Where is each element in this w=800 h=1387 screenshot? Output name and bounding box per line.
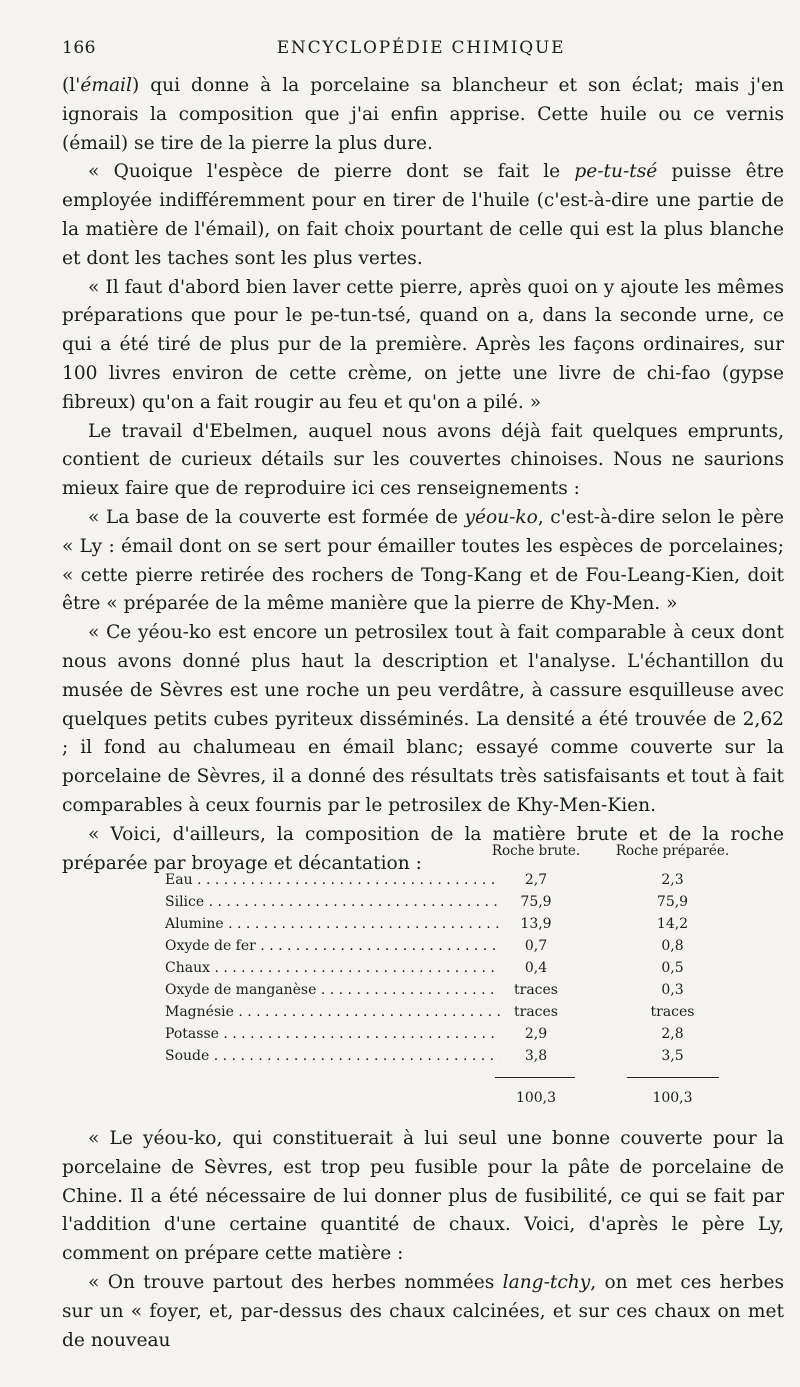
table-row: [165, 979, 735, 1001]
table-row: [165, 1001, 735, 1023]
paragraph-ebelmen: Le travail d'Ebelmen, auquel nous avons déjà fait quelques emprunts, contient de curieux détails sur les couvertes chinoises. Nous ne saurions mieux faire que de reproduire ici ces renseignements :: [62, 420, 784, 500]
paragraph-email: (l'émail) qui donne à la porcelaine sa blancheur et son éclat; mais j'en ignorais la composition que j'ai enfin apprise. Cette huile ou ce vernis (émail) se tire de la pierre la plus dure.: [62, 75, 784, 154]
running-title: ENCYCLOPÉDIE CHIMIQUE: [276, 38, 566, 58]
row-label: Oxyde de fer . . .: [165, 935, 500, 957]
table-row: [165, 1045, 735, 1067]
row-label: Eau . . .: [165, 869, 500, 891]
row-value-preparee: 0,5: [661, 960, 684, 976]
row-label: Magnésie . . .: [165, 1001, 500, 1023]
page-header: [62, 38, 780, 62]
row-value-brute: 2,9: [524, 1026, 548, 1042]
row-label: Silice . . .: [165, 891, 500, 913]
header-roche-brute: Roche brute.: [491, 843, 581, 859]
row-value-brute: 3,8: [524, 1048, 548, 1064]
row-value-preparee: 0,8: [661, 938, 684, 954]
composition-table: [165, 843, 735, 1109]
page-number: 166: [62, 38, 96, 58]
row-value-preparee: 2,3: [661, 872, 684, 888]
sum-rule-brute: [495, 1077, 575, 1078]
table-row: [165, 913, 735, 935]
paragraph-laver-pierre: « Il faut d'abord bien laver cette pierre, après quoi on y ajoute les mêmes préparations que pour le pe-tun-tsé, quand on a, dans la seconde urne, ce qui a été tiré de plus pur de la première. Après les façons ordinaires, sur 100 livres environ de cette crème, on jette une livre de chi-fao (gypse fibreux) qu'on a fait rougir au feu et qu'on a pilé. »: [62, 276, 784, 413]
row-label: Chaux . . .: [165, 957, 500, 979]
row-value-preparee: 2,8: [661, 1026, 684, 1042]
row-label: Oxyde de manganèse . . .: [165, 979, 500, 1001]
table-row: [165, 891, 735, 913]
paragraph-petrosilex: « Ce yéou-ko est encore un petrosilex tout à fait comparable à ceux dont nous avons donné plus haut la description et l'analyse. L'échantillon du musée de Sèvres est une roche un peu verdâtre, à cassure esquilleuse avec quelques petits cubes pyriteux disséminés. La densité a été trouvée de 2,62 ; il fond au chalumeau en émail blanc; essayé comme couverte sur la porcelaine de Sèvres, il a donné des résultats très satisfaisants et tout à fait comparables à ceux fournis par le petrosilex de Khy-Men-Kien.: [62, 622, 784, 816]
row-value-brute: 2,7: [524, 872, 548, 888]
row-label: Potasse . . .: [165, 1023, 500, 1045]
paragraph-base-couverte: « La base de la couverte est formée de yéou-ko, c'est-à-dire selon le père « Ly : émail dont on se sert pour émailler toutes les espèces de porcelaines; « cette pierre retirée des rochers de Tong-Kang et de Fou-Leang-Kien, doit être « préparée de la même manière que la pierre de Khy-Men. »: [62, 506, 784, 615]
row-value-brute: traces: [514, 1004, 558, 1020]
sum-rules: [165, 1067, 735, 1087]
table-rows: [165, 869, 735, 1067]
table-row: [165, 1023, 735, 1045]
paragraph-yeou-ko-fusible: « Le yéou-ko, qui constituerait à lui seul une bonne couverte pour la porcelaine de Sèvres, est trop peu fusible pour la pâte de porcelaine de Chine. Il a été nécessaire de lui donner plus de fusibilité, ce qui se fait par l'addition d'une certaine quantité de chaux. Voici, d'après le père Ly, comment on prépare cette matière :: [62, 1128, 784, 1265]
row-value-brute: 0,4: [524, 960, 548, 976]
row-value-preparee: 3,5: [661, 1048, 684, 1064]
table-row: [165, 869, 735, 891]
row-value-brute: 0,7: [524, 938, 548, 954]
row-value-preparee: 14,2: [656, 916, 689, 932]
row-value-brute: 13,9: [520, 916, 552, 932]
row-value-preparee: 75,9: [656, 894, 689, 910]
table-row: [165, 957, 735, 979]
row-value-brute: 75,9: [520, 894, 552, 910]
header-roche-preparee: Roche préparée.: [615, 843, 730, 859]
total-row: [165, 1087, 735, 1109]
paragraph-lang-tchy: « On trouve partout des herbes nommées lang-tchy, on met ces herbes sur un « foyer, et, par-dessus des chaux calcinées, et sur ces chaux on met de nouveau: [62, 1271, 784, 1351]
paragraph-pe-tu-tse: « Quoique l'espèce de pierre dont se fait le pe-tu-tsé puisse être employée indifféremment pour en tirer de l'huile (c'est-à-dire une partie de la matière de l'émail), on fait choix pourtant de celle qui est la plus blanche et dont les taches sont les plus vertes.: [62, 161, 784, 269]
sum-rule-preparee: [627, 1077, 719, 1078]
total-preparee: 100,3: [652, 1090, 693, 1106]
total-brute: 100,3: [515, 1090, 557, 1106]
paragraph-composition-intro: « Voici, d'ailleurs, la composition de la matière brute et de la roche préparée par broyage et décantation :: [62, 823, 784, 874]
table-row: [165, 935, 735, 957]
body-text-lower: [62, 1125, 784, 1355]
row-value-brute: traces: [514, 982, 558, 998]
row-label: Soude . . .: [165, 1045, 500, 1067]
table-header: [165, 843, 735, 869]
row-value-preparee: traces: [650, 1004, 695, 1020]
row-label: Alumine . . .: [165, 913, 500, 935]
row-value-preparee: 0,3: [661, 982, 684, 998]
body-text-upper: [62, 72, 784, 878]
